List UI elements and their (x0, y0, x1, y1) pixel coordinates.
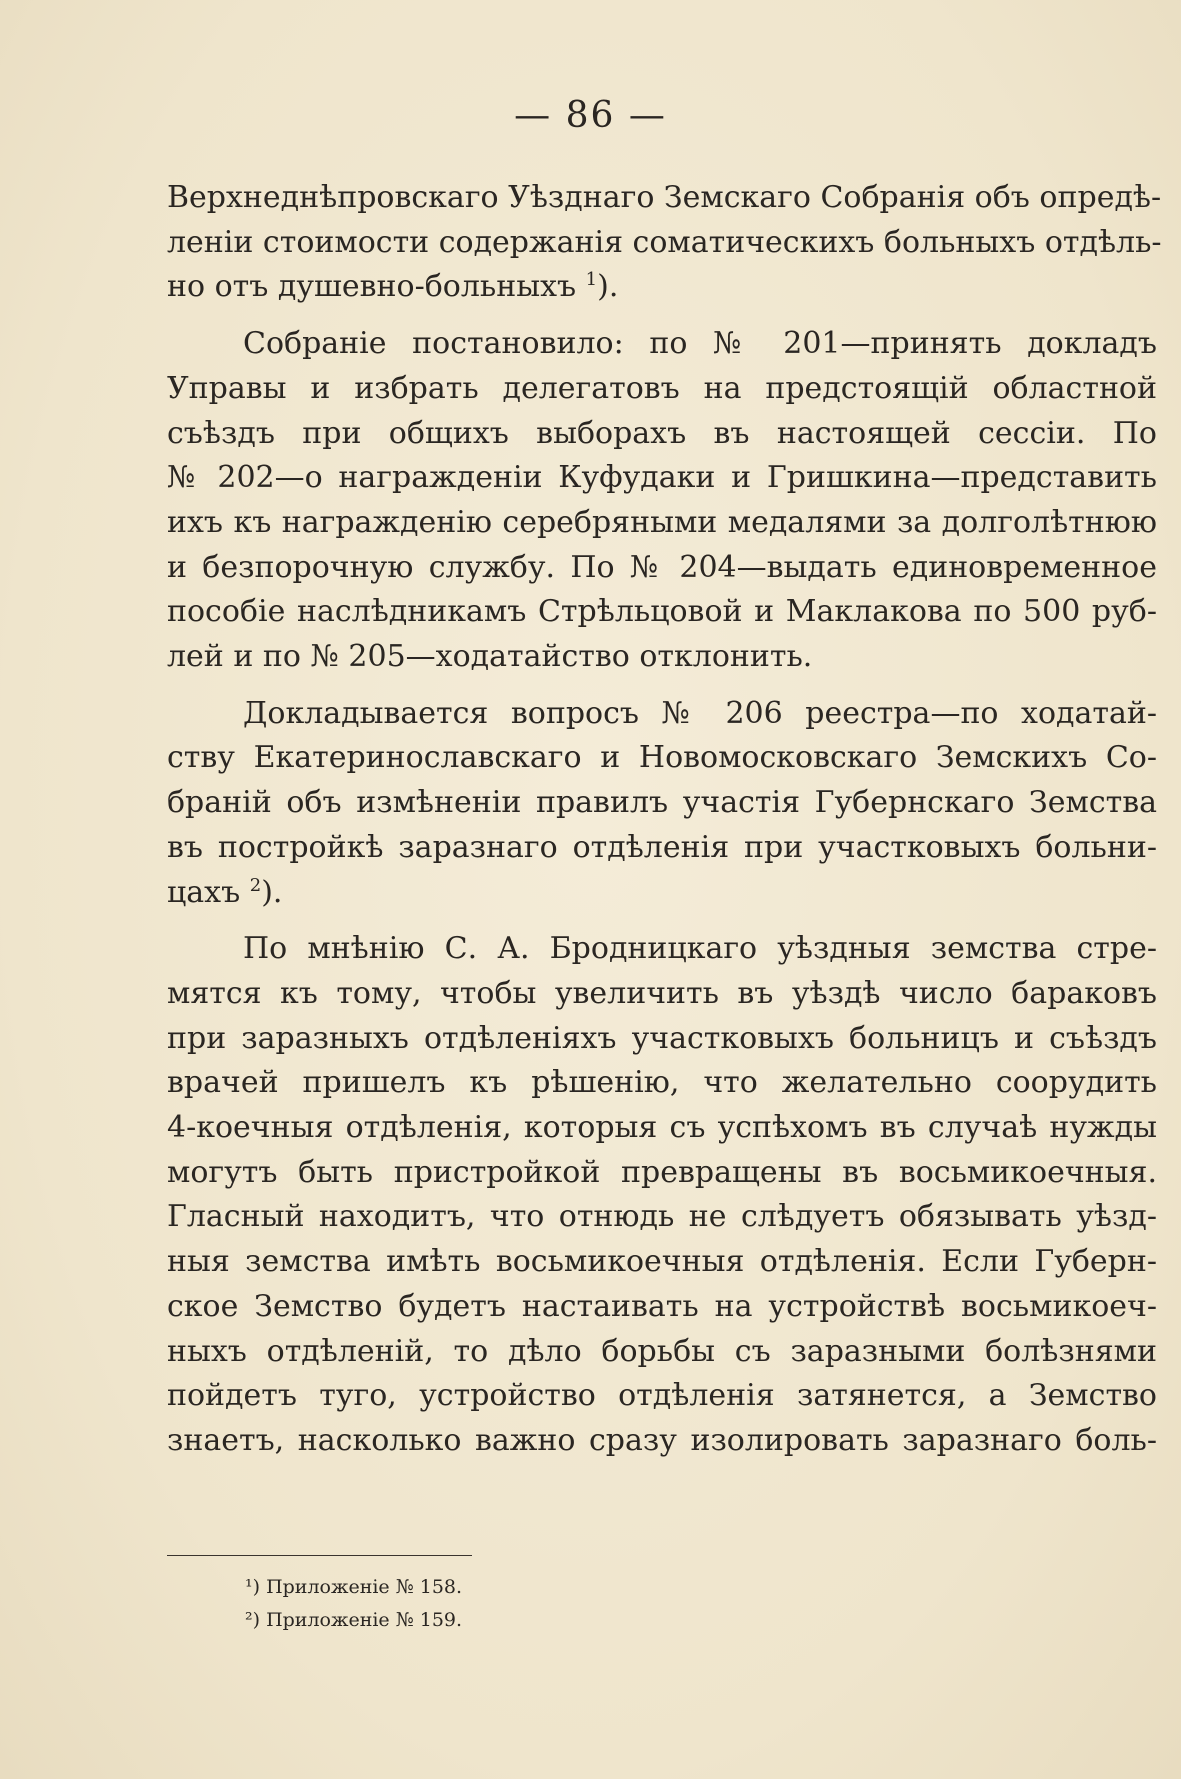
text-line: знаетъ, насколько важно сразу изолировать заразнаго боль- (167, 1422, 1157, 1458)
text-line: пособіе наслѣдникамъ Стрѣльцовой и Маклакова по 500 руб- (167, 594, 1157, 630)
text-line: ныя земства имѣть восьмикоечныя отдѣленія. Если Губерн- (167, 1244, 1157, 1280)
text-line: ихъ къ награжденію серебряными медалями за долголѣтнюю (167, 504, 1157, 540)
text-line: По мнѣнію С. А. Бродницкаго уѣздныя земства стре- (243, 931, 1157, 967)
text-line: Собраніе постановило: по № 201—принять докладъ (243, 326, 1157, 362)
text-line: и безпорочную службу. По № 204—выдать единовременное (167, 549, 1157, 585)
text-line: пойдетъ туго, устройство отдѣленія затянется, а Земство (167, 1378, 1157, 1414)
text-line: съѣздъ при общихъ выборахъ въ настоящей сессіи. По (167, 415, 1157, 451)
text-line: Докладывается вопросъ № 206 реестра—по ходатай- (243, 695, 1157, 731)
text-line-content: цахъ (167, 874, 241, 910)
line-tail: ). (261, 874, 283, 910)
footnotes (245, 1571, 462, 1637)
paragraph-2 (167, 322, 1157, 680)
page-number: — 86 — (514, 95, 667, 136)
paragraph-4 (167, 927, 1157, 1463)
footnote-reference: 1 (585, 269, 598, 291)
footnote-1: ¹) Приложеніе № 158. (245, 1576, 463, 1598)
text-line: браній объ измѣненіи правилъ участія Губернскаго Земства (167, 785, 1157, 821)
footnote-2: ²) Приложеніе № 159. (245, 1609, 463, 1631)
text-line: 4-коечныя отдѣленія, которыя съ успѣхомъ въ случаѣ нужды (167, 1110, 1157, 1146)
footnote-divider (167, 1555, 472, 1556)
text-line-content: но отъ душевно-больныхъ (167, 269, 577, 305)
text-line: въ постройкѣ заразнаго отдѣленія при участковыхъ больни- (167, 829, 1157, 865)
text-line: Управы и избрать делегатовъ на предстоящій областной (167, 370, 1157, 406)
text-line: леніи стоимости содержанія соматическихъ больныхъ отдѣль- (167, 224, 1162, 260)
text-line: лей и по № 205—ходатайство отклонить. (167, 639, 813, 675)
text-line: № 202—о награжденіи Куфудаки и Гришкина—представить (167, 460, 1157, 496)
paragraph-1 (167, 176, 1162, 310)
text-line (167, 871, 1157, 916)
text-line: ское Земство будетъ настаивать на устройствѣ восьмикоеч- (167, 1288, 1157, 1324)
paragraph-3 (167, 692, 1157, 916)
text-line: Верхнеднѣпровскаго Уѣзднаго Земскаго Собранія объ опредѣ- (167, 180, 1162, 215)
text-line (167, 265, 1157, 310)
footnote-reference: 2 (249, 874, 262, 896)
text-line: при заразныхъ отдѣленіяхъ участковыхъ больницъ и съѣздъ (167, 1020, 1157, 1056)
text-line: Гласный находитъ, что отнюдь не слѣдуетъ обязывать уѣзд- (167, 1199, 1157, 1235)
line-tail: ). (597, 269, 619, 305)
text-line: врачей пришелъ къ рѣшенію, что желательно соорудить (167, 1065, 1157, 1101)
text-line: ныхъ отдѣленій, то дѣло борьбы съ заразными болѣзнями (167, 1333, 1157, 1369)
body-text (167, 176, 1162, 1464)
text-line: могутъ быть пристройкой превращены въ восьмикоечныя. (167, 1154, 1157, 1190)
text-line: мятся къ тому, чтобы увеличить въ уѣздѣ число бараковъ (167, 975, 1157, 1011)
text-line: ству Екатеринославскаго и Новомосковскаго Земскихъ Со- (167, 740, 1157, 776)
